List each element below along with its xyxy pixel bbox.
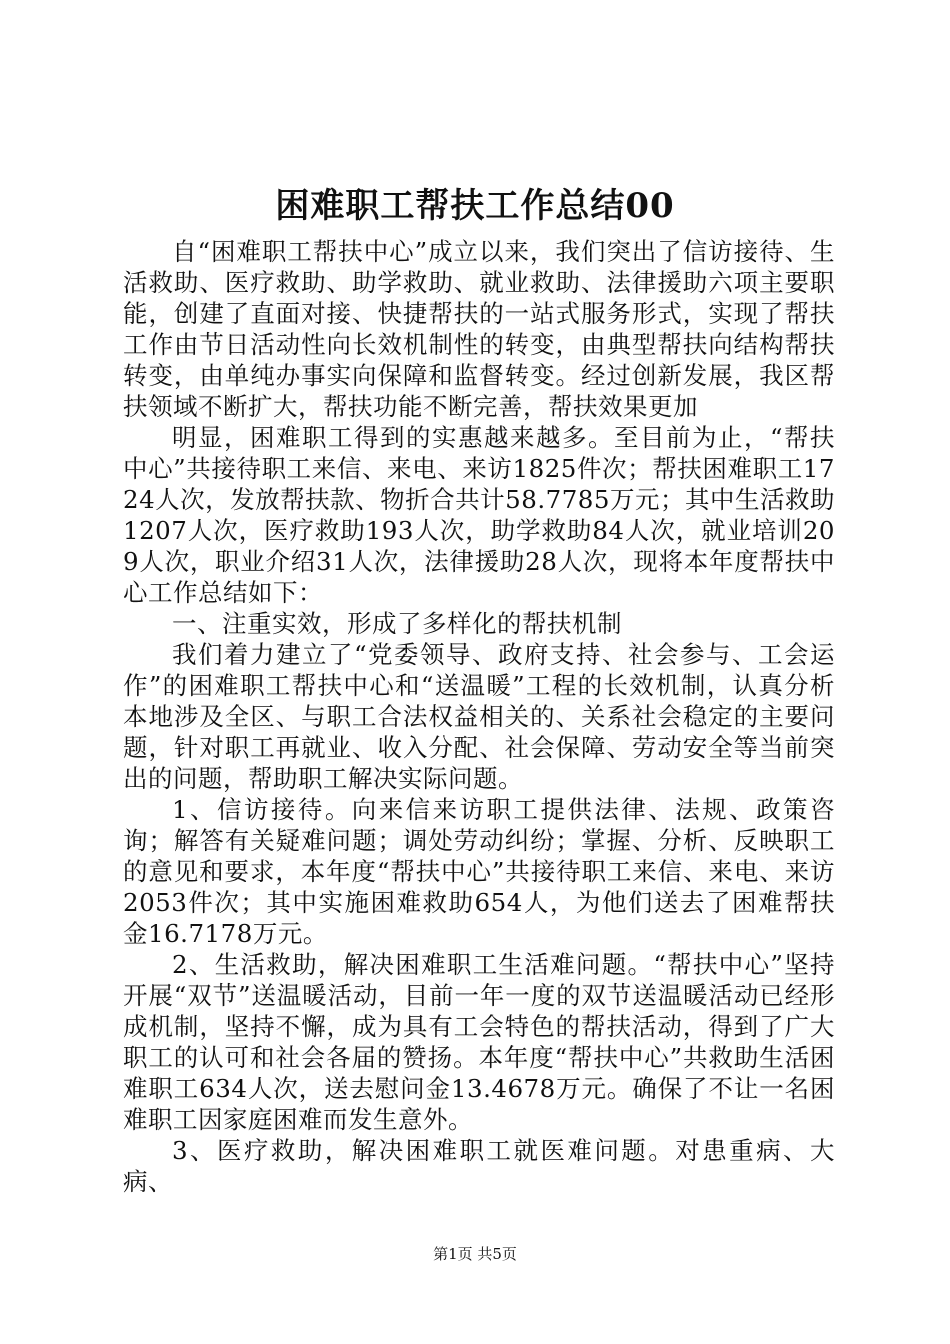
paragraph-item-1: 1、信访接待。向来信来访职工提供法律、法规、政策咨询；解答有关疑难问题；调处劳动纠纷；掌握、分析、反映职工的意见和要求，本年度“帮扶中心”共接待职工来信、来电、来访2053件次；其中实施困难救助654人，为他们送去了困难帮扶金16.7178万元。 xyxy=(123,795,835,948)
paragraph-item-2: 2、生活救助，解决困难职工生活难问题。“帮扶中心”坚持开展“双节”送温暖活动，目前一年一度的双节送温暖活动已经形成机制，坚持不懈，成为具有工会特色的帮扶活动，得到了广大职工的认可和社会各届的赞扬。本年度“帮扶中心”共救助生活困难职工634人次，送去慰问金13.4678万元。确保了不让一名困难职工因家庭困难而发生意外。 xyxy=(123,950,835,1134)
document-body xyxy=(123,236,835,1197)
paragraph-statistics: 明显，困难职工得到的实惠越来越多。至目前为止，“帮扶中心”共接待职工来信、来电、来访1825件次；帮扶困难职工1724人次，发放帮扶款、物折合共计58.7785万元；其中生活救助1207人次，医疗救助193人次，助学救助84人次，就业培训209人次，职业介绍31人次，法律援助28人次，现将本年度帮扶中心工作总结如下： xyxy=(123,423,835,607)
document-title: 困难职工帮扶工作总结00 xyxy=(275,186,675,226)
section-heading-1: 一、注重实效，形成了多样化的帮扶机制 xyxy=(172,609,622,638)
page-footer: 第1页 共5页 xyxy=(433,1245,517,1263)
paragraph-mechanism: 我们着力建立了“党委领导、政府支持、社会参与、工会运作”的困难职工帮扶中心和“送温暖”工程的长效机制，认真分析本地涉及全区、与职工合法权益相关的、关系社会稳定的主要问题，针对职工再就业、收入分配、社会保障、劳动安全等当前突出的问题，帮助职工解决实际问题。 xyxy=(123,640,835,793)
paragraph-intro: 自“困难职工帮扶中心”成立以来，我们突出了信访接待、生活救助、医疗救助、助学救助、就业救助、法律援助六项主要职能，创建了直面对接、快捷帮扶的一站式服务形式，实现了帮扶工作由节日活动性向长效机制性的转变，由典型帮扶向结构帮扶转变，由单纯办事实向保障和监督转变。经过创新发展，我区帮扶领域不断扩大，帮扶功能不断完善，帮扶效果更加 xyxy=(123,237,835,421)
paragraph-item-3: 3、医疗救助，解决困难职工就医难问题。对患重病、大病、 xyxy=(123,1136,835,1196)
